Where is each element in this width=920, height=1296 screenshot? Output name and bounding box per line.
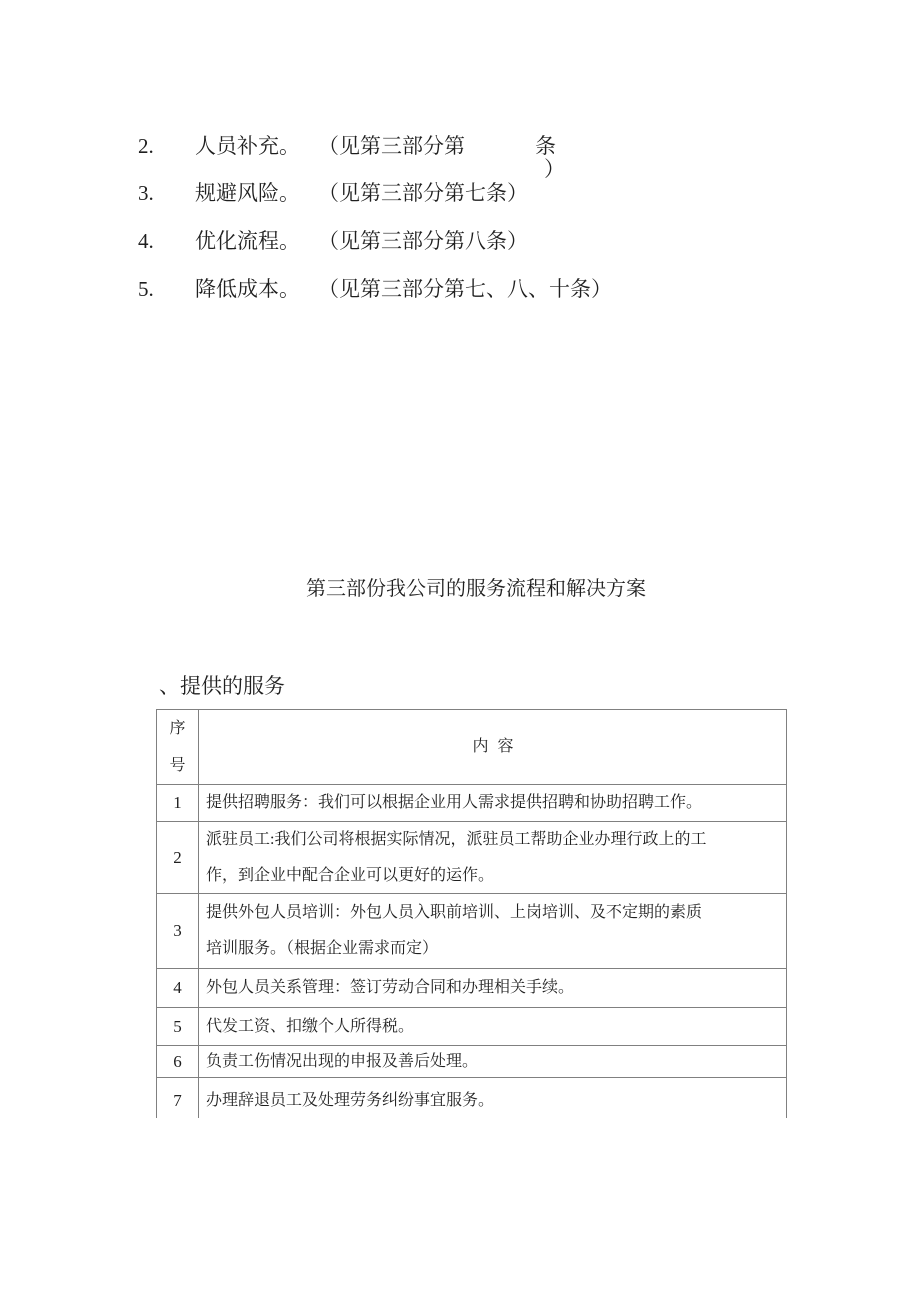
row-number-cell: [157, 894, 199, 968]
row-content-line: 代发工资、扣缴个人所得税。: [206, 1017, 415, 1035]
row-number: 1: [173, 793, 182, 812]
row-number-cell: [157, 822, 199, 893]
list-item-label: 优化流程。: [195, 229, 300, 253]
list-item-reference: （见第三部分第七、八、十条）: [318, 277, 612, 301]
list-item-label: 降低成本。: [195, 277, 300, 301]
list-item-reference: （见第三部分第七条）: [318, 181, 528, 205]
list-item-label: 人员补充。: [195, 134, 300, 158]
row-number: 4: [173, 978, 182, 997]
table-row: [157, 969, 786, 1008]
table-row: [157, 1078, 786, 1118]
row-content-line: 作，到企业中配合企业可以更好的运作。: [206, 866, 495, 884]
row-number-cell: [157, 1046, 199, 1077]
list-item-reference-tail: 条: [535, 134, 556, 158]
row-content-line: 办理辞退员工及处理劳务纠纷事宜服务。: [206, 1092, 495, 1109]
list-item-reference: （见第三部分第八条）: [318, 229, 528, 253]
row-number: 2: [173, 847, 182, 867]
row-content-line: 负责工伤情况出现的申报及善后处理。: [206, 1052, 479, 1070]
row-number-cell: [157, 969, 199, 1007]
header-content-cell: [199, 710, 786, 784]
row-content-line: 外包人员关系管理：签订劳动合同和办理相关手续。: [206, 979, 575, 996]
table-row: [157, 822, 786, 894]
row-number-cell: [157, 1078, 199, 1118]
table-row: [157, 894, 786, 969]
row-content-line: 提供招聘服务：我们可以根据企业用人需求提供招聘和协助招聘工作。: [206, 794, 703, 811]
list-item-label: 规避风险。: [195, 181, 300, 205]
services-table: [156, 709, 787, 1118]
list-item-wrapped-paren: ）: [544, 157, 565, 181]
section-title: 第三部份我公司的服务流程和解决方案: [306, 578, 646, 600]
row-content-line: 培训服务。（根据企业需求而定）: [206, 940, 439, 957]
row-number: 3: [173, 921, 182, 940]
row-content-cell: [199, 894, 786, 968]
row-content-cell: [199, 1078, 786, 1118]
header-content-label: 内容: [472, 738, 523, 755]
list-item: [0, 279, 920, 305]
list-item-reference: （见第三部分第: [318, 134, 465, 158]
row-content-line: 派驻员工:我们公司将根据实际情况，派驻员工帮助企业办理行政上的工: [206, 830, 707, 848]
table-row: [157, 785, 786, 822]
services-subheading: 、提供的服务: [159, 674, 285, 698]
row-number: 6: [173, 1051, 182, 1071]
row-number-cell: [157, 1008, 199, 1045]
header-no-line2: 号: [169, 757, 186, 774]
row-content-cell: [199, 1008, 786, 1045]
list-item-number: 3.: [138, 181, 154, 205]
row-content-cell: [199, 785, 786, 821]
list-item-number: 4.: [138, 229, 154, 253]
header-no-cell: [157, 710, 199, 784]
row-number-cell: [157, 785, 199, 821]
header-no-line1: 序: [169, 720, 186, 737]
row-content-cell: [199, 969, 786, 1007]
row-content-cell: [199, 1046, 786, 1077]
row-number: 7: [173, 1091, 182, 1110]
list-item: [0, 136, 920, 162]
table-row: [157, 1046, 786, 1078]
row-content-cell: [199, 822, 786, 893]
row-number: 5: [173, 1016, 182, 1036]
list-item: [0, 183, 920, 209]
list-item-number: 2.: [138, 134, 154, 158]
list-item: [0, 231, 920, 257]
table-header-row: [157, 710, 786, 785]
row-content-line: 提供外包人员培训：外包人员入职前培训、上岗培训、及不定期的素质: [206, 904, 703, 921]
table-row: [157, 1008, 786, 1046]
list-item-number: 5.: [138, 277, 154, 301]
